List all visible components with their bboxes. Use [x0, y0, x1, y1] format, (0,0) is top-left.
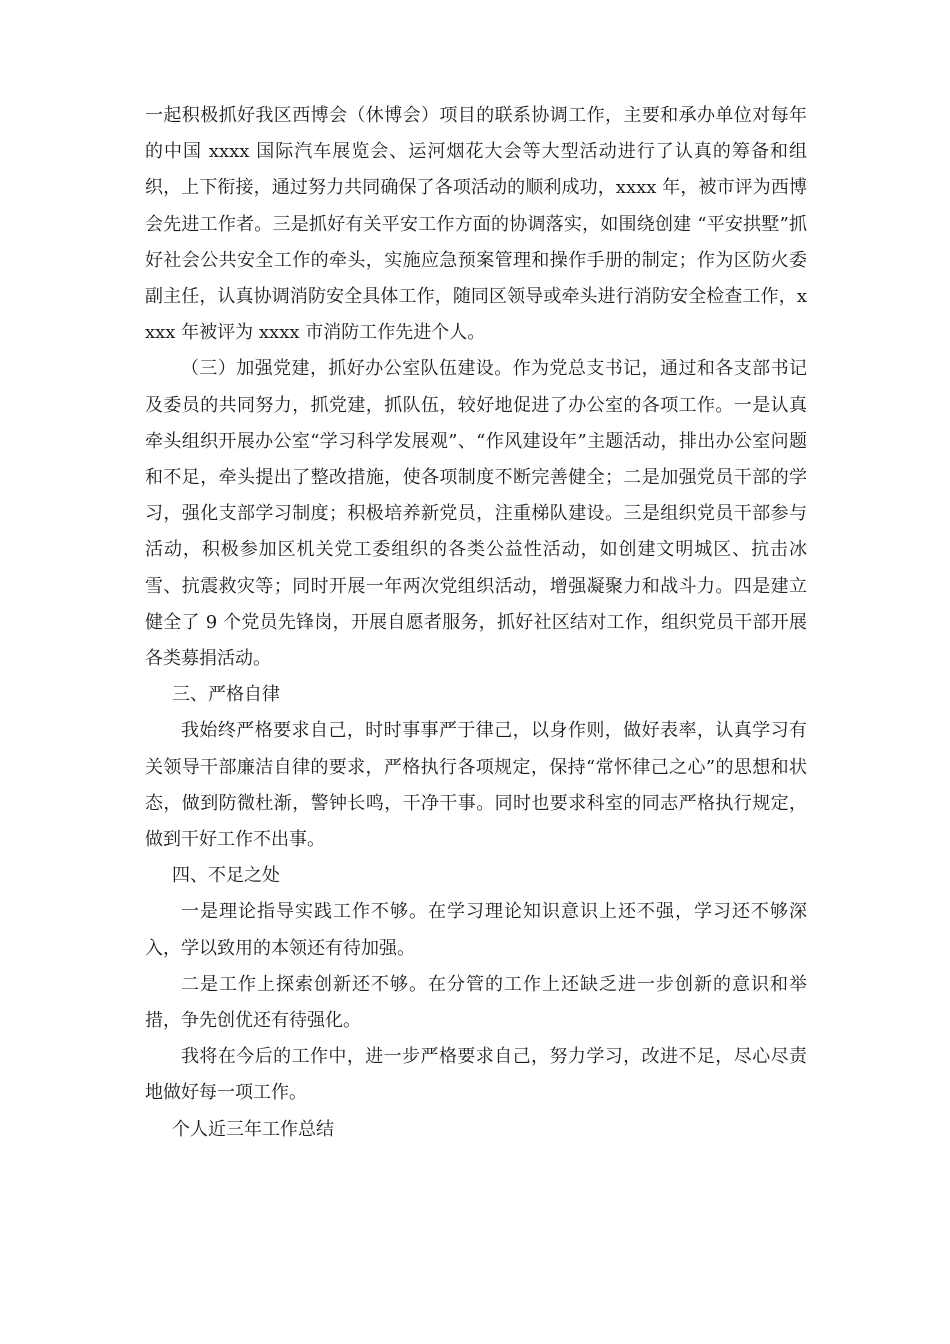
section-heading-self-discipline: 三、严格自律: [172, 684, 280, 706]
paragraph-shortcoming-theory: 一是理论指导实践工作不够。在学习理论知识意识上还不强，学习还不够深入，学以致用的本领还有待加强。: [145, 901, 807, 959]
paragraph-self-discipline: 我始终严格要求自己，时时事事严于律己，以身作则，做好表率，认真学习有关领导干部廉洁自律的要求，严格执行各项规定，保持“常怀律己之心”的思想和状态，做到防微杜渐，警钟长鸣，干净干事。同时也要求科室的同志严格执行规定，做到干好工作不出事。: [145, 720, 807, 851]
paragraph-continuation: 一起积极抓好我区西博会（休博会）项目的联系协调工作，主要和承办单位对每年的中国 xxxx 国际汽车展览会、运河烟花大会等大型活动进行了认真的筹备和组织，上下衔接，通过努力共同确保了各项活动的顺利成功，xxxx 年，被市评为西博会先进工作者。三是抓好有关平安工作方面的协调落实，如围绕创建 “平安拱墅”抓好社会公共安全工作的牵头，实施应急预案管理和操作手册的制定；作为区防火委副主任，认真协调消防安全具体工作，随同区领导或牵头进行消防安全检查工作，xxxx 年被评为 xxxx 市消防工作先进个人。: [145, 105, 807, 344]
section-heading-shortcomings: 四、不足之处: [172, 865, 280, 887]
document-body: [145, 98, 807, 1148]
paragraph-closing: 我将在今后的工作中，进一步严格要求自己，努力学习，改进不足，尽心尽责地做好每一项工作。: [145, 1046, 807, 1104]
paragraph-shortcoming-innovation: 二是工作上探索创新还不够。在分管的工作上还缺乏进一步创新的意识和举措，争先创优还有待强化。: [145, 973, 807, 1032]
paragraph-party-building: （三）加强党建，抓好办公室队伍建设。作为党总支书记，通过和各支部书记及委员的共同努力，抓党建，抓队伍，较好地促进了办公室的各项工作。一是认真牵头组织开展办公室“学习科学发展观”、“作风建设年”主题活动，排出办公室问题和不足，牵头提出了整改措施，使各项制度不断完善健全；二是加强党员干部的学习，强化支部学习制度；积极培养新党员，注重梯队建设。三是组织党员干部参与活动，积极参加区机关党工委组织的各类公益性活动，如创建文明城区、抗击冰雪、抗震救灾等；同时开展一年两次党组织活动，增强凝聚力和战斗力。四是建立健全了 9 个党员先锋岗，开展自愿者服务，抓好社区结对工作，组织党员干部开展各类募捐活动。: [145, 358, 807, 670]
next-document-title: 个人近三年工作总结: [172, 1118, 334, 1140]
